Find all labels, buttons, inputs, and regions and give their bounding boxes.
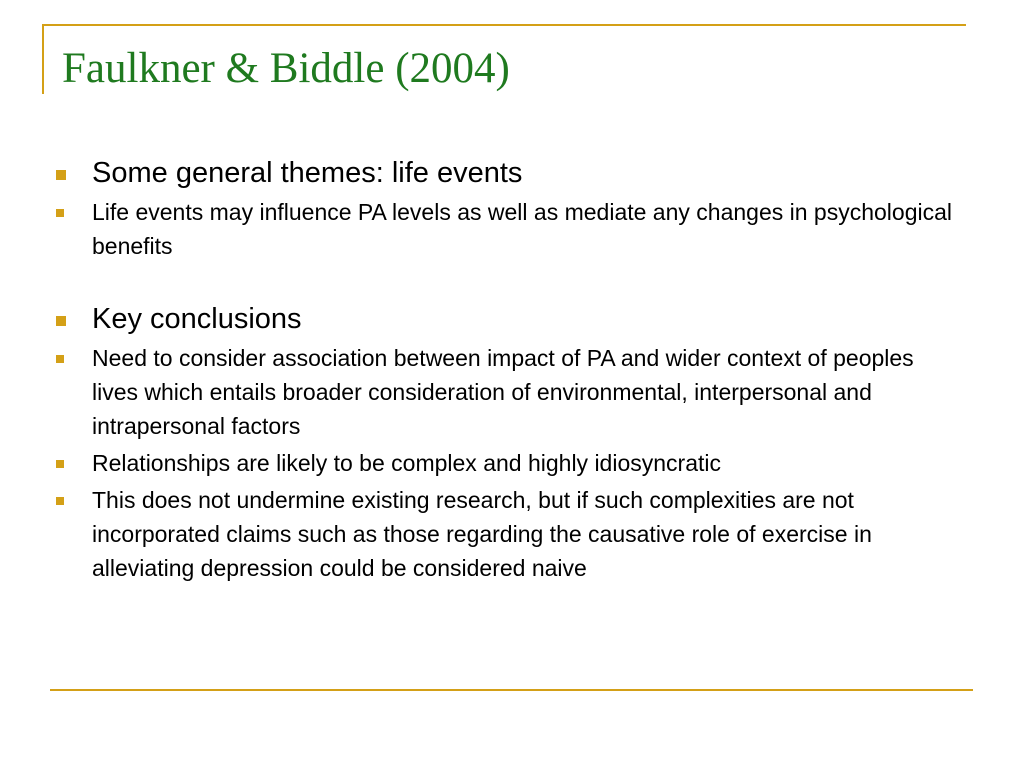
bullet-text: Life events may influence PA levels as well as mediate any changes in psychological benefits [92,199,952,259]
square-bullet-icon [56,316,66,326]
bullet-item [56,341,956,443]
title-frame-top-rule [42,24,966,26]
slide-title: Faulkner & Biddle (2004) [62,45,510,92]
bullet-text: Key conclusions [92,303,302,335]
bullet-item [56,195,956,263]
footer-rule [50,689,973,691]
bullet-text: This does not undermine existing research, but if such complexities are not incorporated claims such as those regarding the causative role of exercise in alleviating depression could be considered naive [92,487,872,581]
bullet-text: Some general themes: life events [92,157,523,189]
bullet-item [56,300,956,338]
square-bullet-icon [56,355,64,363]
square-bullet-icon [56,497,64,505]
title-frame-left-rule [42,24,44,94]
square-bullet-icon [56,209,64,217]
bullet-item [56,154,956,192]
square-bullet-icon [56,170,66,180]
square-bullet-icon [56,460,64,468]
bullet-list [56,150,956,585]
bullet-text: Relationships are likely to be complex and highly idiosyncratic [92,450,721,476]
bullet-item [56,446,956,480]
bullet-item [56,483,956,585]
bullet-text: Need to consider association between impact of PA and wider context of peoples lives which entails broader consideration of environmental, interpersonal and intrapersonal factors [92,345,914,439]
